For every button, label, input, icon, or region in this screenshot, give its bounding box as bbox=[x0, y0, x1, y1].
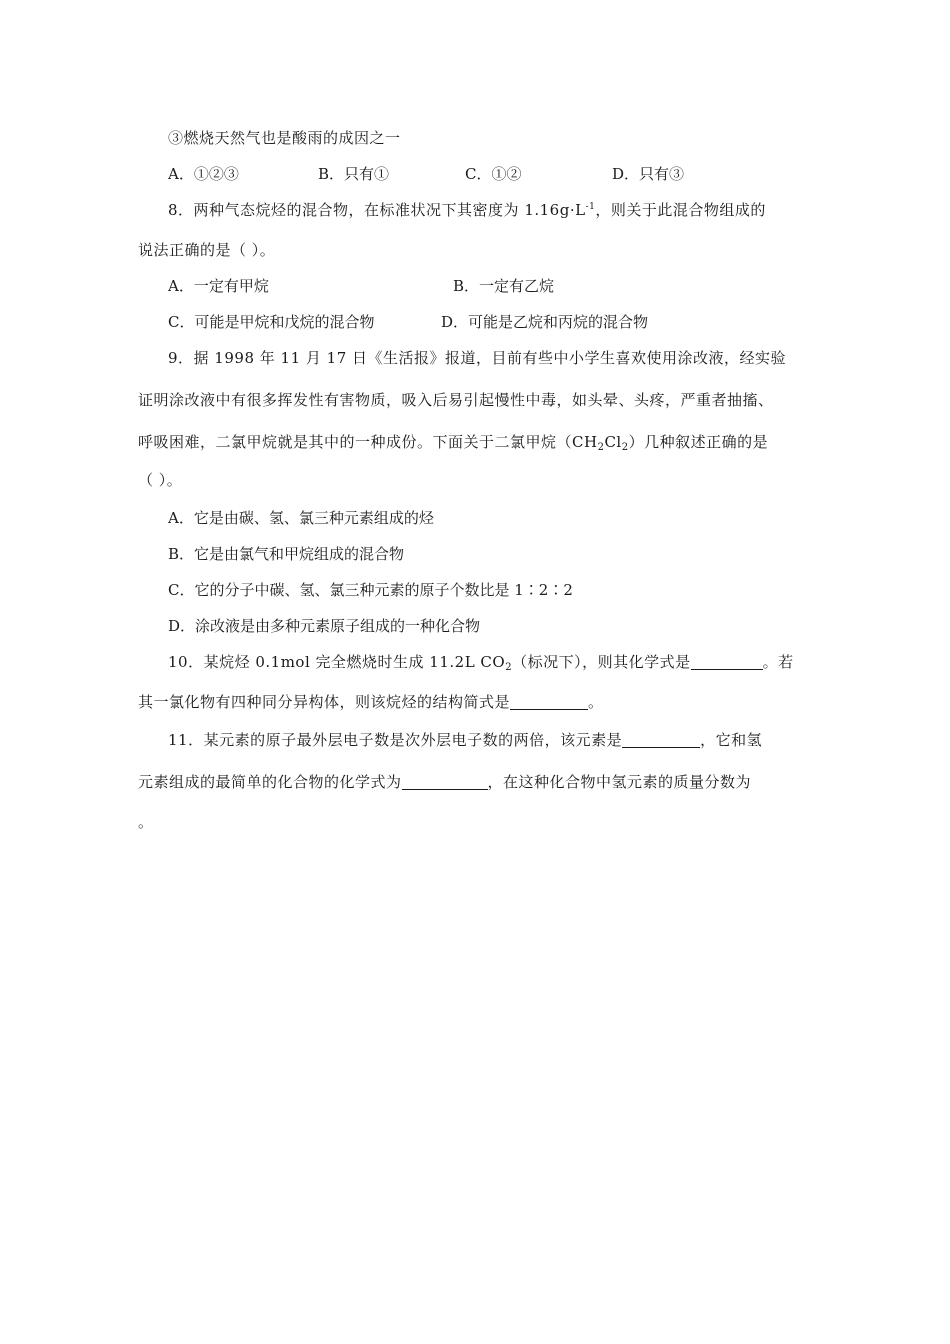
q8-option-d: D．可能是乙烷和丙烷的混合物 bbox=[441, 313, 649, 331]
q11-stem-line-1: 11．某元素的原子最外层电子数是次外层电子数的两倍，该元素是 ，它和氢 bbox=[168, 731, 763, 749]
q8-stem-line-2: 说法正确的是（ ）。 bbox=[138, 241, 276, 259]
q11-stem-line-3: 。 bbox=[138, 813, 154, 831]
q7-option-c: C．①② bbox=[465, 165, 522, 183]
q8-option-b: B．一定有乙烷 bbox=[453, 277, 555, 295]
q7-option-b: B．只有① bbox=[318, 165, 390, 183]
q9-option-a: A．它是由碳、氢、氯三种元素组成的烃 bbox=[168, 509, 434, 527]
q11-stem-line-2: 元素组成的最简单的化合物的化学式为 ，在这种化合物中氢元素的质量分数为 bbox=[138, 773, 752, 791]
q10-answer-blank-1[interactable] bbox=[691, 653, 763, 670]
q9-stem-line-1: 9．据 1998 年 11 月 17 日《生活报》报道，目前有些中小学生喜欢使用涂改液，经实验 bbox=[168, 349, 787, 367]
q10-answer-blank-2[interactable] bbox=[510, 693, 588, 710]
q9-stem-line-4: （ ）。 bbox=[138, 471, 183, 489]
q7-option-a: A．①②③ bbox=[168, 165, 239, 183]
q8-stem-line-1: 8．两种气态烷烃的混合物，在标准状况下其密度为 $1.16g\cdot L^{-1}$，则关于此混合物组成的 bbox=[168, 201, 766, 219]
q11-answer-blank-1[interactable] bbox=[622, 731, 700, 748]
q9-stem-line-3: 呼吸困难，二氯甲烷就是其中的一种成份。下面关于二氯甲烷$(CH_2Cl_2)$几种叙述正确的是 bbox=[138, 433, 769, 453]
q7-option-d: D．只有③ bbox=[612, 165, 685, 183]
q9-stem-line-2: 证明涂改液中有很多挥发性有害物质，吸入后易引起慢性中毒，如头晕、头疼，严重者抽搐、 bbox=[138, 391, 774, 409]
q10-stem-line-2: 其一氯化物有四种同分异构体，则该烷烃的结构简式是 。 bbox=[138, 693, 604, 711]
q11-answer-blank-2[interactable] bbox=[402, 773, 488, 790]
q7-item-3: ③燃烧天然气也是酸雨的成因之一 bbox=[168, 129, 401, 147]
q9-option-d: D．涂改液是由多种元素原子组成的一种化合物 bbox=[168, 617, 481, 635]
q9-option-b: B．它是由氯气和甲烷组成的混合物 bbox=[168, 545, 405, 563]
q8-option-a: A．一定有甲烷 bbox=[168, 277, 269, 295]
q10-stem-line-1: 10．某烷烃 0.1mol 完全燃烧时生成 11.2L $CO_2$（标况下），则其化学式是 。若 bbox=[168, 653, 794, 673]
q9-option-c: C．它的分子中碳、氢、氯三种元素的原子个数比是 1∶2∶2 bbox=[168, 581, 573, 599]
q8-option-c: C．可能是甲烷和戊烷的混合物 bbox=[168, 313, 375, 331]
